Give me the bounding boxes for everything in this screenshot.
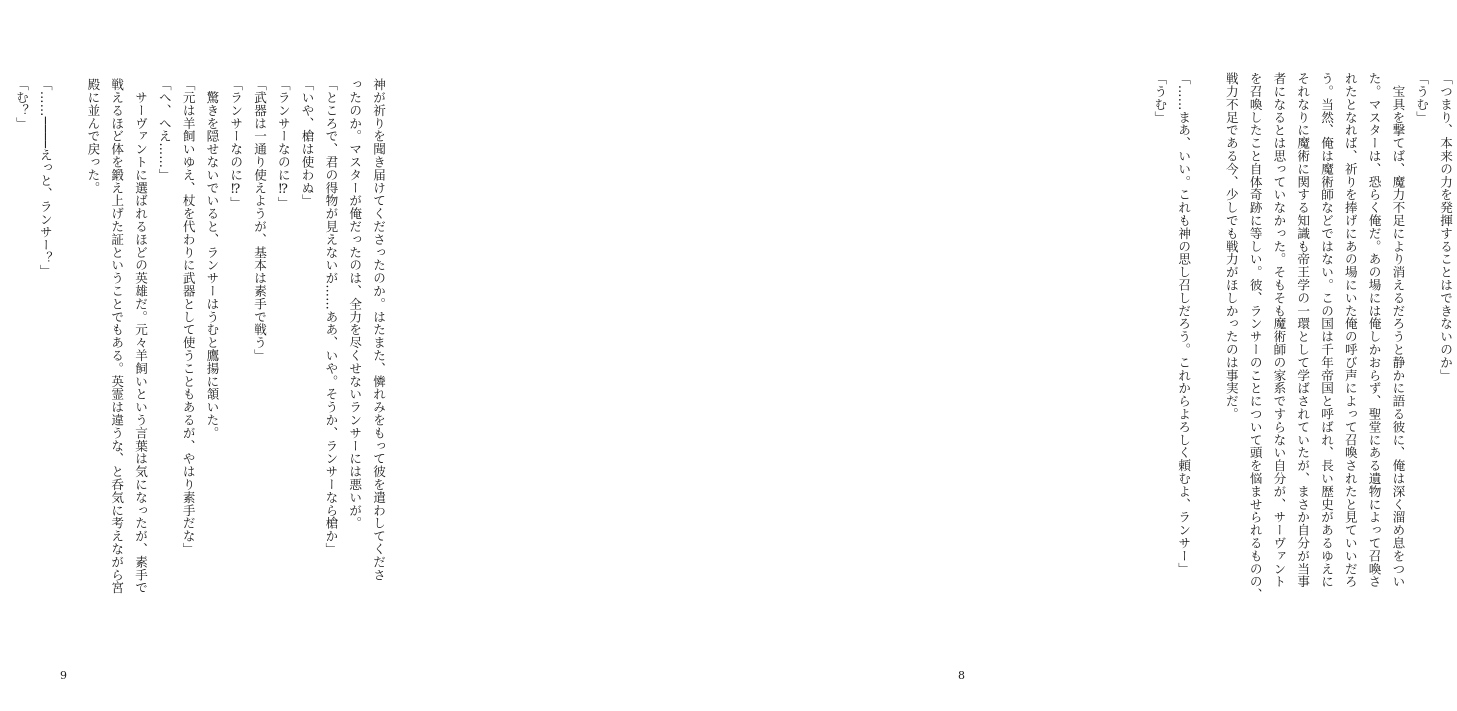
text-line: 「……────えっと、ランサー？」 [37,78,53,278]
text-line: サーヴァントに選ばれるほどの英雄だ。元々羊飼いという言葉は気になったが、素手で [133,78,149,594]
text-line: 「うむ」 [1152,72,1168,124]
text-line: 驚きを隠せないでいると、ランサーはうむと鷹揚に頷いた。 [204,78,220,440]
blank-line [1195,72,1219,672]
text-line: う。当然、俺は魔術師などではない。この国は千年帝国と呼ばれ、長い歴史があるゆえに [1319,72,1335,588]
text-line: を召喚したこと自体奇跡に等しい。彼、ランサーのことについて頭を悩ませられるものの、 [1247,72,1263,601]
text-line: 「ところで、君の得物が見えないが……ああ、いや。そうか、ランサーなら槍か」 [323,78,339,556]
text-line: 「へ、へえ……」 [156,78,172,182]
text-line: 戦えるほど体を鍛え上げた証ということでもある。英霊は違うな、と呑気に考えながら宮 [109,78,125,594]
text-line: 「む？」 [14,78,30,130]
text-line: 「……まあ、いい。これも神の思し召しだろう。これからよろしく頼むよ、ランサー」 [1176,72,1192,576]
text-line: 「元は羊飼いゆえ、杖を代わりに武器として使うこともあるが、やはり素手だな」 [180,78,196,556]
right-page [512,0,1453,711]
text-line: 「ランサーなのに⁉」 [228,78,244,210]
text-line: それなりに魔術に関する知識も帝王学の一環として学ばされていたが、まさか自分が当事 [1295,72,1311,588]
text-line: 「うむ」 [1414,72,1430,124]
text-line: 者になるとは思っていなかった。そもそも魔術師の家系ですらない自分が、サーヴァント [1271,72,1287,588]
text-line: れたとなれば、祈りを捧げにあの場にいた俺の呼び声によって召喚されたと見ていいだろ [1342,72,1358,588]
text-line: 殿に並んで戻った。 [85,78,101,195]
text-line: 宝具を撃てば、魔力不足により消えるだろうと静かに語る彼に、俺は深く溜め息をつい [1390,72,1406,588]
text-line: 「つまり、本来の力を発揮することはできないのか」 [1438,72,1453,382]
left-page [0,0,512,711]
text-line: 「いや、槍は使わぬ」 [299,78,315,207]
text-line: 「武器は一通り使えようが、基本は素手で戦う」 [252,78,268,362]
blank-line [57,78,81,668]
text-line: 神が祈りを聞き届けてくださったのか。はたまた、憐れみをもって彼を遣わしてくださ [371,78,386,582]
left-page-body [14,78,390,668]
text-line: 「ランサーなのに⁉」 [275,78,291,210]
page-number: 8 [958,669,965,682]
page-number: 9 [60,669,67,682]
text-line: た。マスターは、恐らく俺だ。あの場には俺しかおらず、聖堂にある遺物によって召喚さ [1366,72,1382,588]
text-line: 戦力不足である今、少しでも戦力がほしかったのは事実だ。 [1223,72,1239,421]
text-line: ったのか。マスターが俺だったのは、全力を尽くせないランサーには悪いが。 [347,78,363,530]
right-page-body [682,72,1457,672]
